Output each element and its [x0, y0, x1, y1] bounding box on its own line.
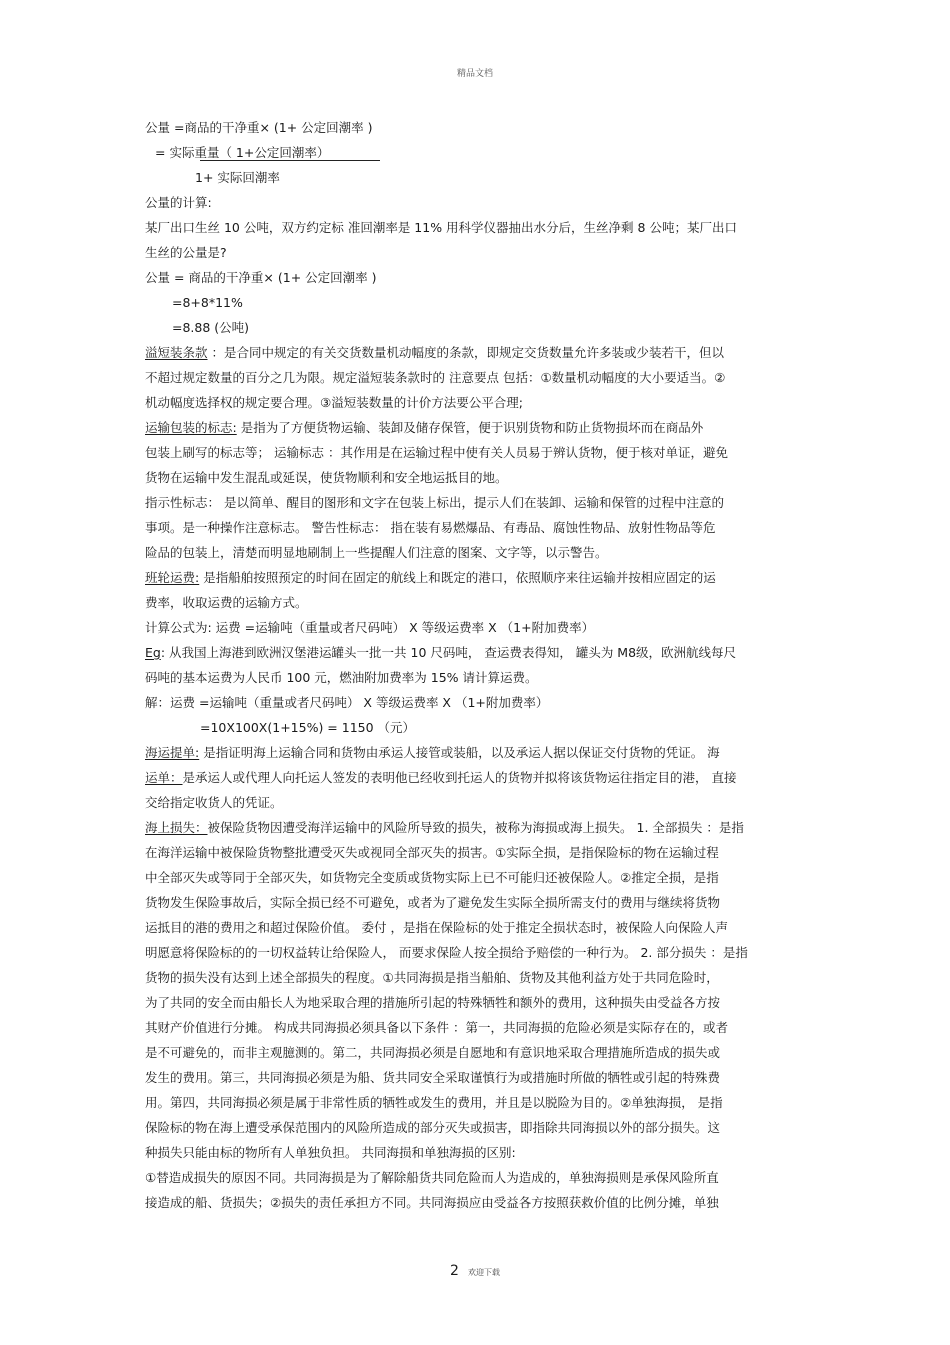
text-line — [145, 920, 728, 936]
line-text: 包装上刷写的标志等； 运输标志 ：其作用是在运输过程中使有关人员易于辨认货物，便于核对单证，避免 — [145, 445, 728, 460]
line-text: = 实际重量（ 1+公定回潮率） — [155, 145, 330, 160]
text-line — [145, 570, 716, 586]
text-line — [145, 1145, 516, 1161]
line-text: 发生的费用。第三，共同海损必须是为船、货共同安全采取谨慎行为或措施时所做的牺牲或引起的特殊费 — [145, 1070, 721, 1085]
term-heading: 运输包装的标志: — [145, 420, 237, 435]
term-heading: 海上损失： — [145, 820, 208, 835]
text-line — [155, 145, 329, 161]
text-line — [195, 170, 280, 186]
line-text: =8+8*11% — [172, 295, 243, 310]
line-text: 指示性标志： 是以简单、醒目的图形和文字在包装上标出，提示人们在装卸、运输和保管的过程中注意的 — [145, 495, 724, 510]
line-text: 为了共同的安全而由船长人为地采取合理的措施所引起的特殊牺牲和额外的费用，这种损失由受益各方按 — [145, 995, 721, 1010]
text-line — [145, 795, 283, 811]
line-text: : 从我国上海港到欧洲汉堡港运罐头一批一共 10 尺码吨， 查运费表得知， 罐头为 M8级，欧洲航线每尺 — [160, 645, 737, 660]
text-line — [145, 670, 538, 686]
text-line — [145, 695, 548, 711]
line-text: 在海洋运输中被保险货物整批遭受灭失或视同全部灭失的损害。①实际全损，是指保险标的物在运输过程 — [145, 845, 719, 860]
text-line — [145, 195, 212, 211]
text-line — [145, 470, 508, 486]
line-text: 运抵目的港的费用之和超过保险价值。 委付 ，是指在保险标的处于推定全损状态时，被保险人向保险人声 — [145, 920, 728, 935]
line-text: 费率，收取运费的运输方式。 — [145, 595, 308, 610]
page-footer — [0, 1260, 950, 1279]
line-text: 计算公式为: 运费 =运输吨（重量或者尺码吨） X 等级运费率 X （1+附加费率） — [145, 620, 595, 635]
line-text: 码吨的基本运费为人民币 100 元，燃油附加费率为 15% 请计算运费。 — [145, 670, 538, 685]
text-line — [200, 720, 415, 736]
text-line — [145, 945, 748, 961]
line-text: 是指为了方便货物运输、装卸及储存保管，便于识别货物和防止货物损坏而在商品外 — [236, 420, 704, 435]
line-text: 明愿意将保险标的的一切权益转让给保险人， 而要求保险人按全损给予赔偿的一种行为。 2. 部分损失 ：是指 — [145, 945, 748, 960]
line-text: 生丝的公量是? — [145, 245, 227, 260]
line-text: 货物在运输中发生混乱或延误，使货物顺利和安全地运抵目的地。 — [145, 470, 508, 485]
line-text: 公量 = 商品的干净重× (1+ 公定回潮率 ) — [145, 270, 377, 285]
text-line — [145, 445, 728, 461]
text-line — [145, 345, 724, 361]
text-line — [145, 220, 737, 236]
line-text: 接造成的船、货损失；②损失的责任承担方不同。共同海损应由受益各方按照获救价值的比例分摊，单独 — [145, 1195, 719, 1210]
text-line — [145, 495, 724, 511]
line-text: 是指证明海上运输合同和货物由承运人接管或装船，以及承运人据以保证交付货物的凭证。 海 — [199, 745, 720, 760]
line-text: 某厂出口生丝 10 公吨，双方约定标 准回潮率是 11% 用科学仪器抽出水分后，生丝净剩 8 公吨；某厂出口 — [145, 220, 737, 235]
line-text: 是不可避免的，而非主观臆测的。第二，共同海损必须是自愿地和有意识地采取合理措施所造成的损失或 — [145, 1045, 721, 1060]
text-line — [172, 320, 249, 336]
text-line — [145, 270, 377, 286]
term-heading: 海运提单: — [145, 745, 200, 760]
line-text: 货物的损失没有达到上述全部损失的程度。①共同海损是指当船舶、货物及其他利益方处于共同危险时， — [145, 970, 719, 985]
text-line — [145, 770, 737, 786]
line-text: 不超过规定数量的百分之几为限。规定溢短装条款时的 注意要点 包括：①数量机动幅度的大小要适当。② — [145, 370, 726, 385]
line-text: 公量 =商品的干净重× (1+ 公定回潮率 ) — [145, 120, 373, 135]
line-text: 其财产价值进行分摊。 构成共同海损必须具备以下条件 ：第一，共同海损的危险必须是实际存在的，或者 — [145, 1020, 728, 1035]
line-text: =10X100X(1+15%) = 1150 （元） — [200, 720, 416, 735]
text-line — [145, 370, 725, 386]
line-text: 险品的包装上，清楚而明显地刷制上一些提醒人们注意的图案、文字等，以示警告。 — [145, 545, 608, 560]
line-text: =8.88 (公吨) — [172, 320, 250, 335]
term-heading: 班轮运费: — [145, 570, 200, 585]
line-text: 交给指定收货人的凭证。 — [145, 795, 283, 810]
text-line — [145, 1195, 719, 1211]
line-text: 保险标的物在海上遭受承保范围内的风险所造成的部分灭失或损害，即指除共同海损以外的部分损失。这 — [145, 1120, 721, 1135]
text-line — [145, 395, 523, 411]
page-header: 精品文档 — [456, 69, 493, 79]
line-text: 种损失只能由标的物所有人单独负担。 共同海损和单独海损的区别: — [145, 1145, 516, 1160]
text-line — [145, 595, 308, 611]
text-line — [145, 895, 720, 911]
term-heading: 运单： — [145, 770, 183, 785]
line-text: 公量的计算: — [145, 195, 212, 210]
text-line — [145, 745, 720, 761]
term-heading: Eg — [145, 645, 161, 660]
text-line — [145, 420, 703, 436]
footer-note: 欢迎下载 — [468, 1268, 500, 1277]
text-line — [145, 1070, 720, 1086]
text-line — [145, 1045, 720, 1061]
line-text: 是指船舶按照预定的时间在固定的航线上和既定的港口，依照顺序来往运输并按相应固定的运 — [199, 570, 716, 585]
line-text: 被保险货物因遭受海洋运输中的风险所导致的损失，被称为海损或海上损失。 1. 全部损失 ：是指 — [207, 820, 744, 835]
text-line — [145, 120, 373, 136]
line-text: 事项。是一种操作注意标志。 警告性标志： 指在装有易燃爆品、有毒品、腐蚀性物品、放射性物品等危 — [145, 520, 716, 535]
text-line — [145, 1095, 723, 1111]
text-line — [145, 645, 736, 661]
text-line — [145, 1020, 728, 1036]
line-text: 货物发生保险事故后，实际全损已经不可避免，或者为了避免发生实际全损所需支付的费用与继续将货物 — [145, 895, 721, 910]
text-line — [145, 520, 715, 536]
text-line — [145, 995, 720, 1011]
page-number: 2 — [449, 1263, 459, 1279]
text-line — [145, 870, 719, 886]
text-line — [145, 245, 227, 261]
text-line — [145, 1170, 719, 1186]
text-line — [145, 845, 719, 861]
line-text: ：是合同中规定的有关交货数量机动幅度的条款，即规定交货数量允许多装或少装若干，但以 — [207, 345, 724, 360]
text-line — [145, 970, 719, 986]
term-heading: 溢短装条款 — [145, 345, 208, 360]
line-text: 解：运费 =运输吨（重量或者尺码吨） X 等级运费率 X （1+附加费率） — [145, 695, 549, 710]
line-text: 机动幅度选择权的规定要合理。③溢短装数量的计价方法要公平合理; — [145, 395, 523, 410]
line-text: ①替造成损失的原因不同。共同海损是为了解除船货共同危险而人为造成的，单独海损则是承保风险所直 — [145, 1170, 719, 1185]
line-text: 用。第四，共同海损必须是属于非常性质的牺牲或发生的费用，并且是以脱险为目的。②单独海损， 是指 — [145, 1095, 723, 1110]
text-line — [145, 545, 608, 561]
text-line — [145, 620, 594, 636]
line-text: 是承运人或代理人向托运人签发的表明他已经收到托运人的货物并拟将该货物运往指定目的港， 直接 — [182, 770, 737, 785]
text-line — [145, 1120, 720, 1136]
line-text: 中全部灭失或等同于全部灭失，如货物完全变质或货物实际上已不可能归还被保险人。②推定全损，是指 — [145, 870, 719, 885]
text-line — [145, 820, 744, 836]
text-line — [172, 295, 243, 311]
line-text: 1+ 实际回潮率 — [195, 170, 280, 185]
